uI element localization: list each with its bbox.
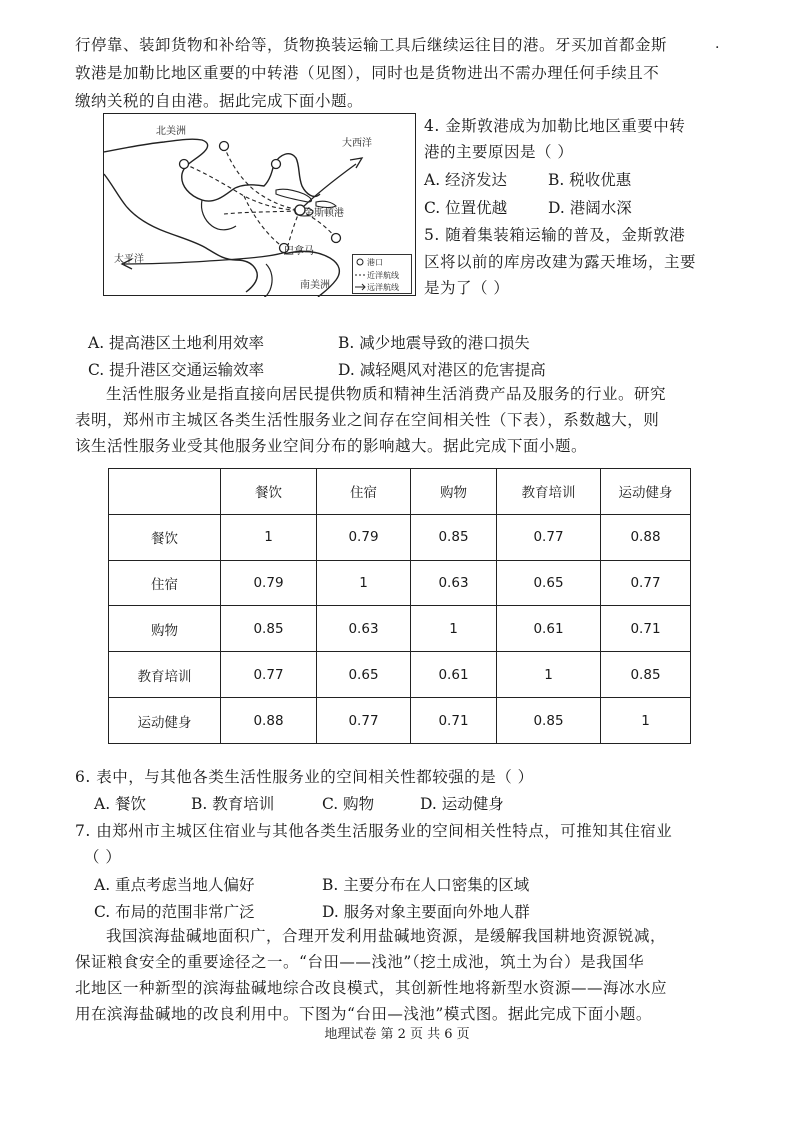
intro-line-1: 行停靠、装卸货物和补给等，货物换装运输工具后继续运往目的港。牙买加首都金斯	[75, 36, 668, 54]
passage3-line-3: 北地区一种新型的滨海盐碱地综合改良模式，其创新性地将新型水资源——海冰水应	[75, 979, 668, 997]
table-cell: 0.85	[497, 698, 601, 744]
table-header-cell: 餐饮	[221, 469, 317, 515]
table-header-cell: 运动健身	[601, 469, 691, 515]
q5-option-c: C. 提升港区交通运输效率	[88, 361, 265, 379]
label-atlantic: 大西洋	[342, 138, 372, 149]
q6-option-d: D. 运动健身	[420, 795, 504, 813]
table-cell: 1	[497, 652, 601, 698]
table-cell: 0.61	[497, 606, 601, 652]
table-cell: 0.61	[411, 652, 497, 698]
q4-option-b: B. 税收优惠	[548, 171, 632, 189]
q7-option-c: C. 布局的范围非常广泛	[94, 903, 255, 921]
correlation-table	[108, 468, 691, 744]
table-cell: 0.63	[411, 560, 497, 606]
table-cell: 1	[317, 560, 411, 606]
legend-far-route: 远洋航线	[367, 283, 399, 292]
passage2-line-3: 该生活性服务业受其他服务业空间分布的影响越大。据此完成下面小题。	[75, 437, 588, 455]
table-row	[109, 560, 691, 606]
q5-stem-line-1: 5. 随着集装箱运输的普及，金斯敦港	[424, 226, 686, 244]
q6-option-b: B. 教育培训	[191, 795, 275, 813]
q4-option-a: A. 经济发达	[424, 171, 508, 189]
table-header-row	[109, 469, 691, 515]
stray-mark: .	[715, 36, 720, 52]
q7-option-b: B. 主要分布在人口密集的区域	[322, 876, 530, 894]
q7-stem-line-2: （ ）	[84, 848, 122, 866]
q7-option-a: A. 重点考虑当地人偏好	[94, 876, 255, 894]
table-cell: 0.71	[601, 606, 691, 652]
table-row-header: 教育培训	[109, 652, 221, 698]
table-row-header: 购物	[109, 606, 221, 652]
legend-port: 港口	[367, 258, 383, 267]
table-header-cell: 住宿	[317, 469, 411, 515]
table-cell: 0.88	[601, 514, 691, 560]
q5-stem-line-3: 是为了（ ）	[424, 279, 510, 297]
table-header-cell	[109, 469, 221, 515]
label-north-america: 北美洲	[156, 126, 186, 137]
table-cell: 0.65	[317, 652, 411, 698]
passage3-line-1: 我国滨海盐碱地面积广，合理开发利用盐碱地资源，是缓解我国耕地资源锐减，	[106, 927, 667, 945]
q4-stem-line-2: 港的主要原因是（ ）	[424, 143, 574, 161]
passage2-line-1: 生活性服务业是指直接向居民提供物质和精神生活消费产品及服务的行业。研究	[106, 385, 667, 403]
table-cell: 0.63	[317, 606, 411, 652]
table-row	[109, 698, 691, 744]
intro-line-2: 敦港是加勒比地区重要的中转港（见图），同时也是货物进出不需办理任何手续且不	[75, 64, 660, 82]
q5-option-d: D. 减轻飓风对港区的危害提高	[338, 361, 546, 379]
table-cell: 0.77	[221, 652, 317, 698]
table-cell: 0.85	[601, 652, 691, 698]
table-row-header: 运动健身	[109, 698, 221, 744]
table-cell: 0.85	[221, 606, 317, 652]
legend-near-route: 近洋航线	[367, 271, 399, 280]
table-cell: 0.65	[497, 560, 601, 606]
table-cell: 0.71	[411, 698, 497, 744]
label-panama: 巴拿马	[284, 246, 314, 257]
table-cell: 1	[411, 606, 497, 652]
passage3-line-4: 用在滨海盐碱地的改良利用中。下图为“台田—浅池”模式图。据此完成下面小题。	[75, 1005, 652, 1023]
table-cell: 0.88	[221, 698, 317, 744]
label-south-america: 南美洲	[300, 280, 330, 291]
table-cell: 1	[601, 698, 691, 744]
q5-stem-line-2: 区将以前的库房改建为露天堆场，主要	[424, 253, 697, 271]
passage2-line-2: 表明，郑州市主城区各类生活性服务业之间存在空间相关性（下表），系数越大，则	[75, 411, 660, 429]
q6-option-a: A. 餐饮	[94, 795, 147, 813]
table-cell: 1	[221, 514, 317, 560]
table-header-cell: 教育培训	[497, 469, 601, 515]
table-row	[109, 652, 691, 698]
table-row-header: 餐饮	[109, 514, 221, 560]
caribbean-map	[103, 113, 416, 296]
table-header-cell: 购物	[411, 469, 497, 515]
table-cell: 0.77	[317, 698, 411, 744]
q5-option-b: B. 减少地震导致的港口损失	[338, 334, 530, 352]
table-row	[109, 514, 691, 560]
q4-option-c: C. 位置优越	[424, 199, 508, 217]
page-footer: 地理试卷 第 2 页 共 6 页	[324, 1027, 470, 1042]
label-pacific: 太平洋	[114, 254, 144, 265]
label-kingston: 金斯顿港	[304, 208, 344, 219]
q6-option-c: C. 购物	[322, 795, 375, 813]
q5-option-a: A. 提高港区土地利用效率	[88, 334, 265, 352]
table-cell: 0.85	[411, 514, 497, 560]
intro-line-3: 缴纳关税的自由港。据此完成下面小题。	[75, 92, 364, 110]
q6-stem: 6. 表中，与其他各类生活性服务业的空间相关性都较强的是（ ）	[75, 768, 534, 786]
table-row-header: 住宿	[109, 560, 221, 606]
q7-stem-line-1: 7. 由郑州市主城区住宿业与其他各类生活服务业的空间相关性特点，可推知其住宿业	[75, 822, 673, 840]
table-cell: 0.79	[221, 560, 317, 606]
passage3-line-2: 保证粮食安全的重要途径之一。“台田——浅池”（挖土成池，筑土为台）是我国华	[75, 953, 645, 971]
table-cell: 0.77	[497, 514, 601, 560]
map-legend	[352, 254, 412, 294]
q4-stem-line-1: 4. 金斯敦港成为加勒比地区重要中转	[424, 117, 686, 135]
table-cell: 0.77	[601, 560, 691, 606]
table-row	[109, 606, 691, 652]
q7-option-d: D. 服务对象主要面向外地人群	[322, 903, 530, 921]
q4-option-d: D. 港阔水深	[548, 199, 632, 217]
table-cell: 0.79	[317, 514, 411, 560]
